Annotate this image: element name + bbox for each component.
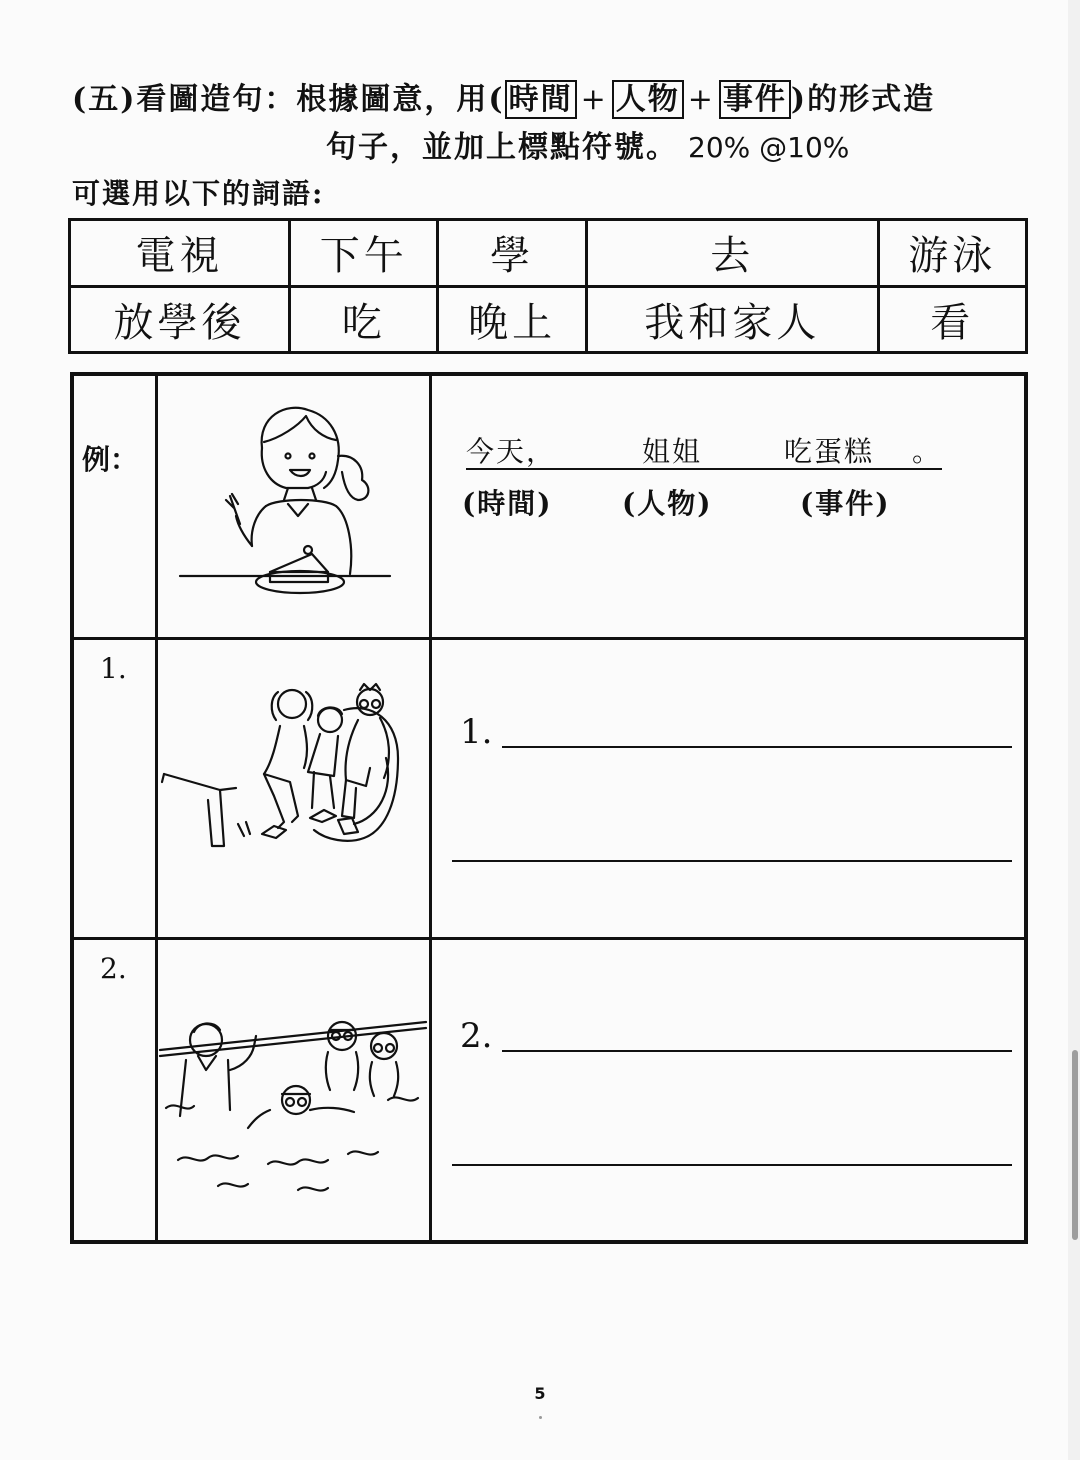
section-title-line2 (326, 126, 849, 170)
section-title (72, 78, 935, 122)
example-label-cell (74, 376, 158, 637)
tag-event: (事件) (800, 487, 891, 520)
word-bank-table (68, 218, 1028, 354)
word-cell: 學 (438, 220, 586, 287)
example-row (74, 376, 1024, 640)
example-person: 姐姐 (642, 435, 703, 468)
word-cell: 下午 (290, 220, 438, 287)
page-number: 5 (534, 1384, 546, 1403)
question-picture-cell (158, 640, 432, 937)
question-number-cell (74, 640, 158, 937)
word-cell: 去 (586, 220, 878, 287)
tag-person: (人物) (622, 487, 713, 520)
box-person: 人物 (612, 80, 684, 119)
scrollbar-track[interactable] (1068, 0, 1080, 1460)
swimming-lesson-illustration (158, 940, 428, 1236)
question-row (74, 640, 1024, 940)
word-cell: 吃 (290, 286, 438, 353)
question-row (74, 940, 1024, 1240)
word-cell: 電視 (70, 220, 290, 287)
girl-eating-cake-illustration (158, 376, 428, 636)
answer-line[interactable] (502, 1050, 1012, 1052)
answer-line[interactable] (452, 860, 1012, 862)
example-picture-cell (158, 376, 432, 637)
box-time: 時間 (505, 80, 577, 119)
word-cell: 游泳 (878, 220, 1026, 287)
section-title-end: )的形式造 (790, 82, 936, 117)
word-bank-intro: 可選用以下的詞語: (72, 177, 325, 210)
answer-line-number: 2. (460, 1016, 493, 1056)
scrollbar-thumb[interactable] (1072, 1050, 1078, 1240)
question-picture-cell (158, 940, 432, 1240)
box-event: 事件 (719, 80, 791, 119)
word-bank-row (70, 286, 1027, 353)
question-number-cell (74, 940, 158, 1240)
question-answer-cell (432, 640, 1024, 937)
question-number: 1. (100, 652, 127, 685)
tag-time: (時間) (462, 487, 553, 520)
example-time: 今天， (466, 435, 557, 468)
section-title-line2-text: 句子，並加上標點符號。 (326, 130, 678, 165)
word-cell: 看 (878, 286, 1026, 353)
answer-line[interactable] (452, 1164, 1012, 1166)
exercise-table (70, 372, 1028, 1244)
question-number: 2. (100, 952, 127, 985)
example-period: 。 (912, 435, 943, 468)
example-label: 例： (82, 443, 139, 476)
answer-line[interactable] (502, 746, 1012, 748)
family-watching-tv-illustration (158, 640, 428, 936)
question-answer-cell (432, 940, 1024, 1240)
example-answer-cell (432, 376, 1024, 637)
page-dot (539, 1416, 542, 1419)
section-title-text: (五)看圖造句：根據圖意，用( (72, 82, 505, 117)
word-cell: 我和家人 (586, 286, 878, 353)
word-bank-row (70, 220, 1027, 287)
plus-sign: + (580, 82, 608, 117)
example-sentence (466, 428, 942, 470)
word-cell: 晚上 (438, 286, 586, 353)
word-cell: 放學後 (70, 286, 290, 353)
score-text: 20% @10% (688, 131, 850, 164)
plus-sign: + (687, 82, 715, 117)
answer-line-number: 1. (460, 712, 493, 752)
example-event: 吃蛋糕 (784, 435, 875, 468)
